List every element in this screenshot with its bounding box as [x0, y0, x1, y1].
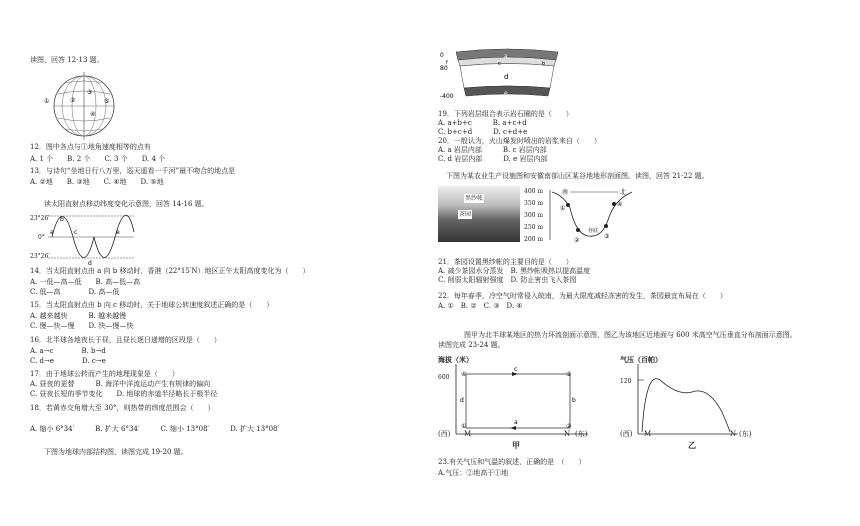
depth-f: f [446, 60, 448, 66]
jia-ylabel: 海拔（米） [438, 355, 473, 364]
layer-label-e: e [504, 90, 508, 97]
photo-label-tea: 茶园 [459, 211, 472, 218]
q13-options: A. ②地 B. ③地 C. ④地 D. ⑤地 [30, 178, 164, 186]
depth-80: 80 [440, 65, 448, 72]
yi-caption: 乙 [688, 440, 696, 450]
q21-options-2: C. 削弱太阳辐射强度 D. 防止害虫飞入茶园 [438, 276, 577, 284]
dir-north: 北 [620, 189, 627, 196]
q17-options-1: A. 昼夜的更替 B. 海洋中洋流运动产生有规律的偏向 [30, 380, 211, 388]
jia-east: (东) [575, 430, 588, 438]
lat-mid: 0° [38, 234, 45, 241]
photo-label-shade: 黑纱帐 [465, 195, 484, 202]
q21: 21．茶园设置黑纱帐的主要目的是（ ） [438, 258, 573, 266]
svg-text:②: ② [574, 237, 580, 244]
q19-options-1: A. a+b+c B. a+c+d [438, 119, 527, 127]
svg-text:a: a [50, 229, 54, 236]
svg-text:c: c [74, 229, 78, 236]
svg-text:②: ② [566, 423, 572, 430]
yi-N: N [730, 430, 737, 438]
yi-east: (东) [739, 430, 752, 438]
elev-250: 250 m [524, 224, 544, 231]
svg-text:b: b [60, 216, 64, 223]
globe-figure [44, 72, 122, 140]
lat-top: 23°26′ [30, 215, 50, 222]
elev-200: 200 m [524, 236, 544, 243]
jia-diagram [452, 362, 592, 438]
q16: 16．北半球各地夜长于昼，且昼长逐日递增的区段是（ ） [30, 336, 221, 344]
depth-400: -400 [440, 93, 454, 100]
jia-label-d: d [460, 397, 464, 404]
valley-profile [548, 186, 648, 246]
q23-option-a: A.气压：②地高于①地 [438, 469, 509, 477]
earth-layers-figure [438, 48, 568, 100]
yi-ylabel: 气压（百帕） [620, 355, 662, 364]
q16-options-2: C. d→e D. c→e [30, 357, 106, 365]
jia-M: M [464, 430, 472, 438]
q12-options: A. 1 个 B. 2 个 C. 3 个 D. 4 个 [30, 155, 166, 163]
q14-options-2: C. 低—高 D. 高—低 [30, 288, 120, 296]
layer-label-a: a [504, 53, 508, 60]
dir-south: 南 [562, 189, 569, 196]
yi-west: (西) [620, 430, 633, 438]
svg-text:①: ① [461, 423, 467, 430]
q15-options-2: C. 慢—快—慢 D. 快—慢—快 [30, 322, 134, 330]
sine-figure [48, 212, 138, 266]
q15-options-1: A. 越来越快 B. 越来越慢 [30, 312, 127, 320]
intro-14-16: 读太阳直射点移动纬度变化示意图，回答 14-16 题。 [44, 200, 209, 208]
depth-0: 0 [440, 52, 444, 59]
jia-west: (西) [438, 430, 451, 438]
svg-text:③: ③ [87, 89, 93, 96]
svg-text:①: ① [560, 205, 566, 212]
right-page [430, 0, 860, 526]
elev-350: 350 m [524, 200, 544, 207]
elev-300: 300 m [524, 212, 544, 219]
jia-label-c: c [514, 366, 518, 373]
jia-N: N [564, 430, 571, 438]
elev-400: 400 m [524, 188, 544, 195]
q14-options-1: A. 一低—高—低 B. 高—低—高 [30, 278, 141, 286]
q20-options-1: A. a 岩层内部 B. c 岩层内部 [438, 146, 547, 154]
q14: 14．当太阳直射点由 a 向 b 移动时，香港（22°15′N）地区正午太阳高度变化为（ ） [30, 267, 310, 275]
q20-options-2: C. d 岩层内部 D. e 岩层内部 [438, 155, 548, 163]
q22-options: A. ① B. ② C. ③ D. ④ [438, 302, 523, 310]
q18-options: A. 缩小 6°34′ B. 扩大 6°34′ C. 缩小 13°08′ D. 扩大 13°08′ [30, 425, 280, 433]
svg-text:④: ④ [90, 111, 96, 118]
jia-caption: 甲 [512, 440, 520, 450]
q16-options-1: A. a→c B. b→d [30, 347, 106, 355]
valley-label: 谷底 [588, 228, 599, 234]
q15: 15．当太阳直射点由 b 向 c 移动时，关于地球公转速度叙述正确的是（ ） [30, 301, 274, 309]
svg-text:⑤: ⑤ [104, 98, 110, 105]
yi-M: M [644, 430, 652, 438]
intro-23-24-a: 图甲为北半球某地区的热力环流剖面示意图，图乙为该地区近地面与 600 米高空气压垂直分布剖面示意图。 [464, 331, 797, 339]
intro-23-24-b: 读图完成 23-24 题。 [438, 341, 505, 349]
svg-text:d: d [88, 260, 92, 266]
intro-12-13: 读图，回答 12-13 题。 [30, 56, 104, 64]
q20: 20．一般认为，火山爆发时喷出的岩浆来自（ ） [438, 137, 601, 145]
layer-label-b: b [542, 61, 546, 67]
q17: 17．由于地球公转而产生的地理现象是（ ） [30, 370, 179, 378]
q12: 12．图中各点与①地角速度相等的点有 [30, 143, 151, 151]
svg-text:④: ④ [461, 371, 467, 378]
yi-y120: 120 [620, 378, 632, 385]
q22: 22．每年春季，冷空气时常侵入皖南，为最大限度减轻冻害的发生，茶园最宜布局在（ ） [438, 292, 727, 300]
jia-y600: 600 [438, 374, 450, 381]
jia-label-b: b [572, 397, 576, 404]
svg-text:①: ① [44, 98, 50, 105]
q19-options-2: C. b+c+d D. c+d+e [438, 128, 528, 136]
layer-label-c: c [498, 61, 501, 67]
q21-options-1: A. 减少茶园水分蒸发 B. 黑纱帐吸热以提高温度 [438, 267, 591, 275]
yi-diagram [634, 362, 744, 438]
q19: 19．下列岩层组合表示岩石圈的是（ ） [438, 110, 573, 118]
svg-text:③: ③ [604, 233, 610, 240]
lat-bot: 23°26′ [30, 253, 50, 260]
layer-label-d: d [504, 73, 509, 81]
intro-21-22: 下图为某农业生产设施图和安徽南部山区某谷地地形剖面图。读图，回答 21-22 题。 [446, 172, 709, 180]
svg-text:④: ④ [617, 201, 623, 208]
intro-19-20: 下图为地球内部结构图，读图完成 19-20 题。 [44, 448, 188, 456]
svg-text:e: e [116, 229, 120, 236]
jia-label-a: a [514, 419, 518, 426]
tea-garden-photo [438, 186, 520, 242]
q23: 23.有关气压和气温的叙述，正确的是 （ ） [438, 458, 586, 466]
q18: 18．若黄赤交角增大至 30°，则热带的纬度范围会（ ） [30, 404, 215, 412]
svg-text:②: ② [70, 97, 76, 104]
q13: 13．与诗句“坐地日行八万里，巡天遥看一千河”最不吻合的地点是 [30, 167, 236, 175]
q17-options-2: C. 昼夜长短的季节变化 D. 地球的赤道半径略长于极半径 [30, 390, 218, 398]
svg-text:③: ③ [566, 371, 572, 378]
